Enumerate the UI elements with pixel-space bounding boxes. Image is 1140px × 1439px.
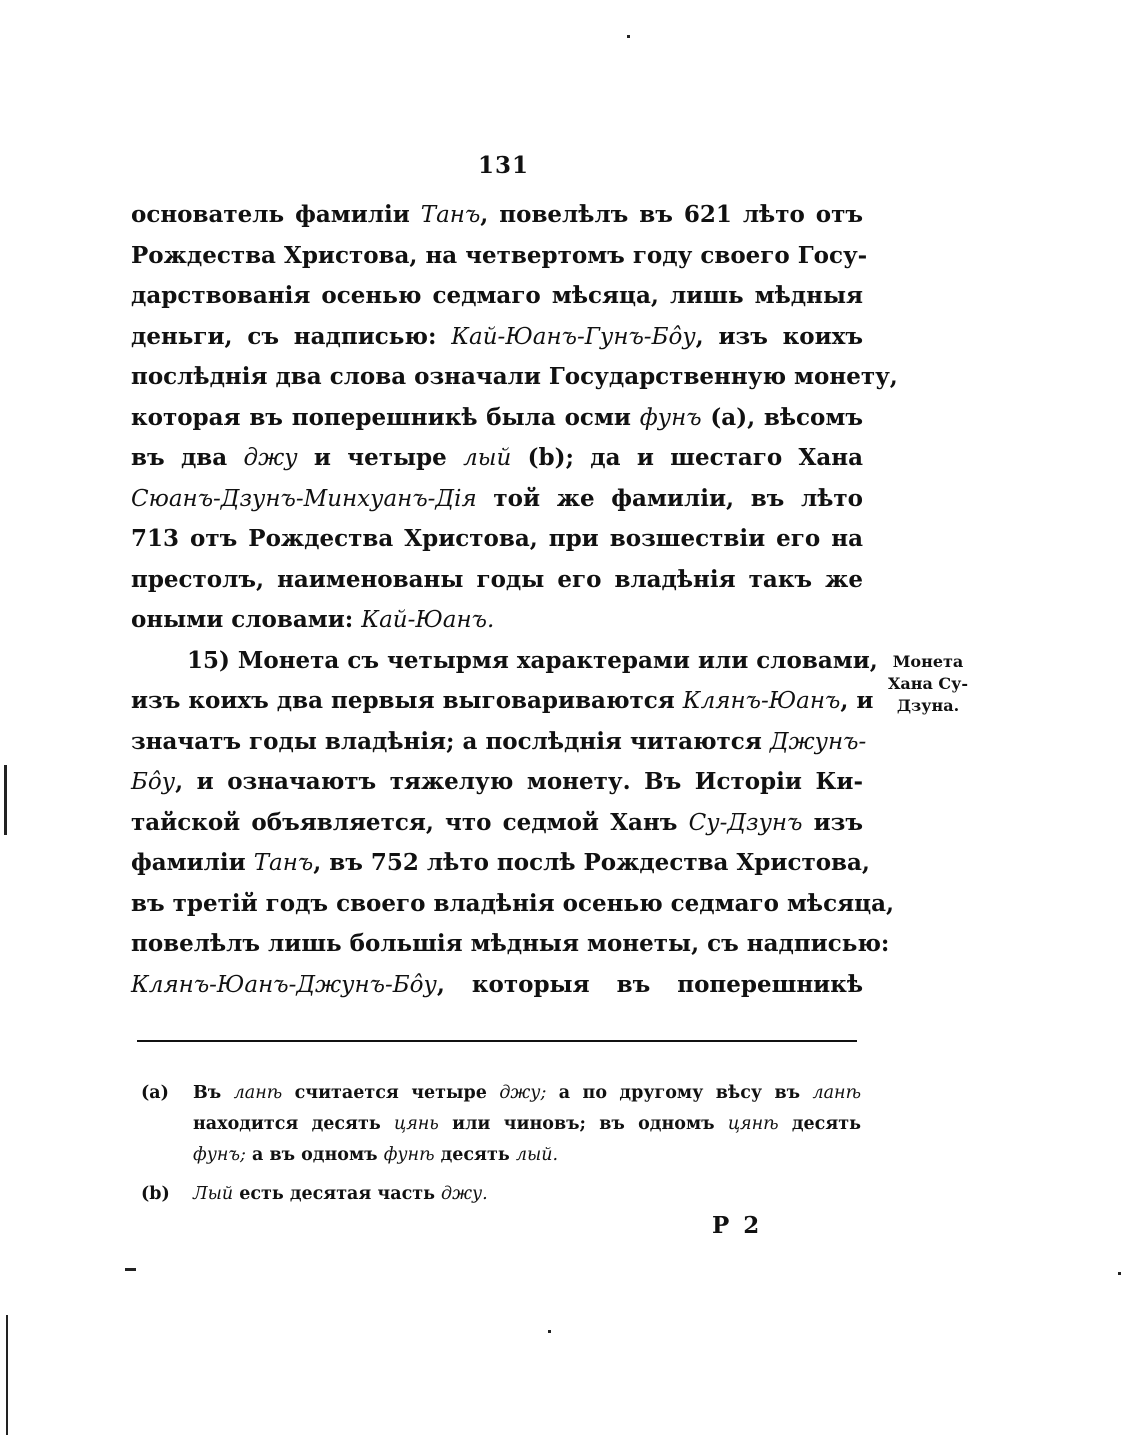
text-line <box>131 276 863 317</box>
text-run: а по другому вѣсу въ <box>546 1083 813 1103</box>
text-run: , повелѣлъ въ 621 лѣто отъ <box>480 201 864 228</box>
margin-note-line: Монета <box>892 652 964 671</box>
text-run: деньги, съ надписью: <box>131 322 452 350</box>
italic-term: Танъ <box>420 202 481 228</box>
italic-term: лый <box>463 445 512 471</box>
text-line <box>131 236 868 277</box>
footnote-line <box>141 1179 863 1210</box>
scan-speck <box>1118 1272 1121 1275</box>
italic-term: Су-Дзунъ <box>688 809 803 836</box>
text-run: и четыре <box>297 444 464 471</box>
text-run: престолъ, наименованы годы его владѣнія такъ же <box>131 565 863 593</box>
text-run: которая въ поперешникѣ была осми <box>131 403 640 431</box>
italic-term: Кай-Юанъ-Гунъ-Бôу <box>451 323 696 350</box>
italic-term: фунъ <box>639 404 702 431</box>
italic-term: Клянъ-Юанъ-Джунъ-Бôу <box>131 971 437 998</box>
text-line <box>131 641 878 682</box>
text-run: (a), вѣсомъ <box>701 403 863 431</box>
text-line <box>131 884 894 925</box>
text-line <box>131 803 863 844</box>
text-line <box>131 560 863 601</box>
scan-speck <box>627 35 630 38</box>
scan-speck <box>548 1330 551 1333</box>
text-run: 713 отъ Рождества Христова, при возшествіи его на <box>131 525 863 552</box>
italic-term: джу <box>243 445 298 471</box>
page-number: 131 <box>478 152 530 179</box>
text-line <box>131 438 863 479</box>
italic-term: цянь <box>393 1114 439 1134</box>
text-run: значатъ годы владѣнія; а послѣднія читаются <box>131 727 770 755</box>
footnote-text <box>193 1179 861 1210</box>
text-run: , и означаютъ тяжелую монету. Въ Исторіи Ки- <box>175 768 863 795</box>
footnote-separator <box>137 1040 857 1042</box>
text-run: есть десятая часть <box>233 1184 442 1204</box>
text-run: , въ 752 лѣто послѣ Рождества Христова, <box>313 849 870 876</box>
text-run: , которыя въ поперешникѣ <box>436 970 863 998</box>
text-run: фамиліи <box>131 849 254 876</box>
text-run: повелѣлъ лишь большія мѣдныя монеты, съ надписью: <box>131 930 890 957</box>
margin-note-line: Хана Су- <box>887 674 969 693</box>
italic-term: Танъ <box>253 850 314 876</box>
footnotes <box>141 1078 863 1210</box>
text-line <box>131 479 863 520</box>
text-run: Рождества Христова, на четвертомъ году своего Госу- <box>131 241 868 269</box>
margin-note-line: Дзуна. <box>896 696 960 715</box>
footnote-line <box>141 1140 861 1171</box>
text-run: 15) Монета съ четырмя характерами или словами, <box>187 646 878 674</box>
text-run: Въ <box>193 1083 234 1103</box>
footnote-gap <box>141 1171 863 1179</box>
italic-term: Клянъ-Юанъ <box>682 688 841 714</box>
text-run: , и <box>840 687 874 714</box>
text-run: изъ <box>802 808 863 836</box>
footnote-marker: (a) <box>141 1083 169 1103</box>
italic-term: фунъ; <box>193 1145 246 1165</box>
scan-edge-mark <box>6 1315 8 1435</box>
italic-term: Сюанъ-Дзунъ-Минхуанъ-Дія <box>131 485 477 512</box>
italic-term: Бôу <box>131 769 176 795</box>
text-run: въ третій годъ своего владѣнія осенью седмаго мѣсяца, <box>131 889 894 917</box>
text-line <box>131 965 863 1006</box>
italic-term: лый. <box>515 1145 559 1165</box>
text-line <box>131 398 863 439</box>
italic-term: Джунъ- <box>769 728 867 755</box>
text-line <box>131 722 867 763</box>
italic-term: цянѣ <box>727 1114 779 1134</box>
text-run: той же фамиліи, въ лѣто <box>476 484 863 512</box>
text-line <box>131 681 874 722</box>
italic-term: Лый <box>193 1184 234 1204</box>
text-run: десять <box>778 1114 861 1134</box>
text-line <box>131 195 863 236</box>
text-line <box>131 843 870 884</box>
text-line <box>131 762 863 803</box>
text-run: дарствованія осенью седмаго мѣсяца, лишь мѣдныя <box>131 282 863 309</box>
text-run: или чиновъ; въ одномъ <box>438 1114 728 1134</box>
italic-term: Кай-Юанъ. <box>361 607 495 633</box>
text-run: а въ одномъ <box>245 1145 384 1165</box>
text-run: тайской объявляется, что седмой Ханъ <box>131 808 689 836</box>
footnote-marker: (b) <box>141 1184 170 1204</box>
text-run: оными словами: <box>131 606 362 633</box>
footnote-text <box>193 1078 861 1109</box>
italic-term: джу. <box>441 1184 488 1204</box>
italic-term: ланѣ <box>233 1083 283 1103</box>
text-run: , изъ коихъ <box>695 322 863 350</box>
text-run: основатель фамиліи <box>131 201 421 228</box>
text-run: десять <box>434 1145 516 1165</box>
text-line <box>131 600 863 641</box>
footnote-line <box>141 1078 863 1109</box>
scan-edge-mark <box>4 765 7 835</box>
text-line <box>131 357 898 398</box>
main-text <box>131 195 898 1005</box>
scan-speck <box>125 1268 136 1271</box>
text-line <box>131 317 863 358</box>
signature-mark: P 2 <box>712 1212 763 1239</box>
text-run: находится десять <box>193 1114 394 1134</box>
text-line <box>131 924 890 965</box>
margin-note <box>873 651 983 717</box>
italic-term: джу; <box>499 1083 547 1103</box>
text-run: послѣднія два слова означали Государственную монету, <box>131 363 898 390</box>
italic-term: фунѣ <box>383 1145 435 1165</box>
text-run: изъ коихъ два первыя выговариваются <box>131 687 683 714</box>
italic-term: ланѣ <box>812 1083 862 1103</box>
text-run: (b); да и шестаго Хана <box>511 444 863 471</box>
text-line <box>131 519 863 560</box>
text-run: въ два <box>131 444 244 471</box>
footnote-line <box>141 1109 861 1140</box>
text-run: считается четыре <box>282 1083 500 1103</box>
